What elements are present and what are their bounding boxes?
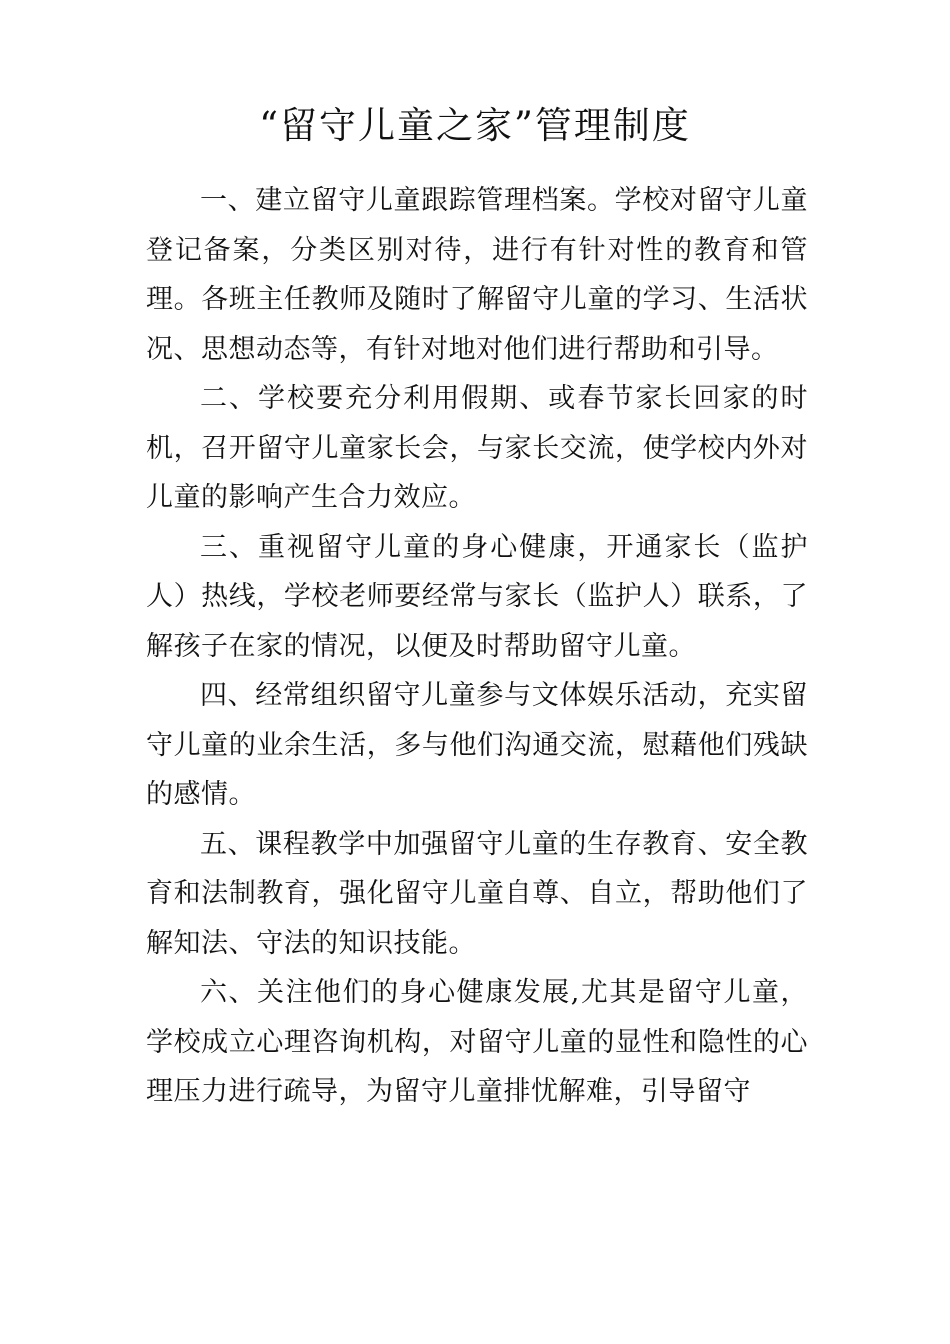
paragraph-2: 二、学校要充分利用假期、或春节家长回家的时机，召开留守儿童家长会，与家长交流，使学校内外对儿童的影响产生合力效应。	[146, 383, 808, 513]
paragraph-3: 三、重视留守儿童的身心健康，开通家长（监护人）热线，学校老师要经常与家长（监护人）联系，了解孩子在家的情况，以便及时帮助留守儿童。	[146, 531, 808, 662]
document-title: “留守儿童之家”管理制度	[259, 104, 691, 147]
paragraph-6: 六、关注他们的身心健康发展,尤其是留守儿童，学校成立心理咨询机构，对留守儿童的显性和隐性的心理压力进行疏导，为留守儿童排忧解难，引导留守	[146, 977, 808, 1107]
document-body	[146, 176, 808, 1117]
paragraph-5: 五、课程教学中加强留守儿童的生存教育、安全教育和法制教育，强化留守儿童自尊、自立，帮助他们了解知法、守法的知识技能。	[146, 828, 808, 959]
paragraph-1: 一、建立留守儿童跟踪管理档案。学校对留守儿童登记备案，分类区别对待，进行有针对性的教育和管理。各班主任教师及随时了解留守儿童的学习、生活状况、思想动态等，有针对地对他们进行帮助和引导。	[146, 185, 808, 365]
paragraph-4: 四、经常组织留守儿童参与文体娱乐活动，充实留守儿童的业余生活，多与他们沟通交流，慰藉他们残缺的感情。	[146, 680, 808, 810]
